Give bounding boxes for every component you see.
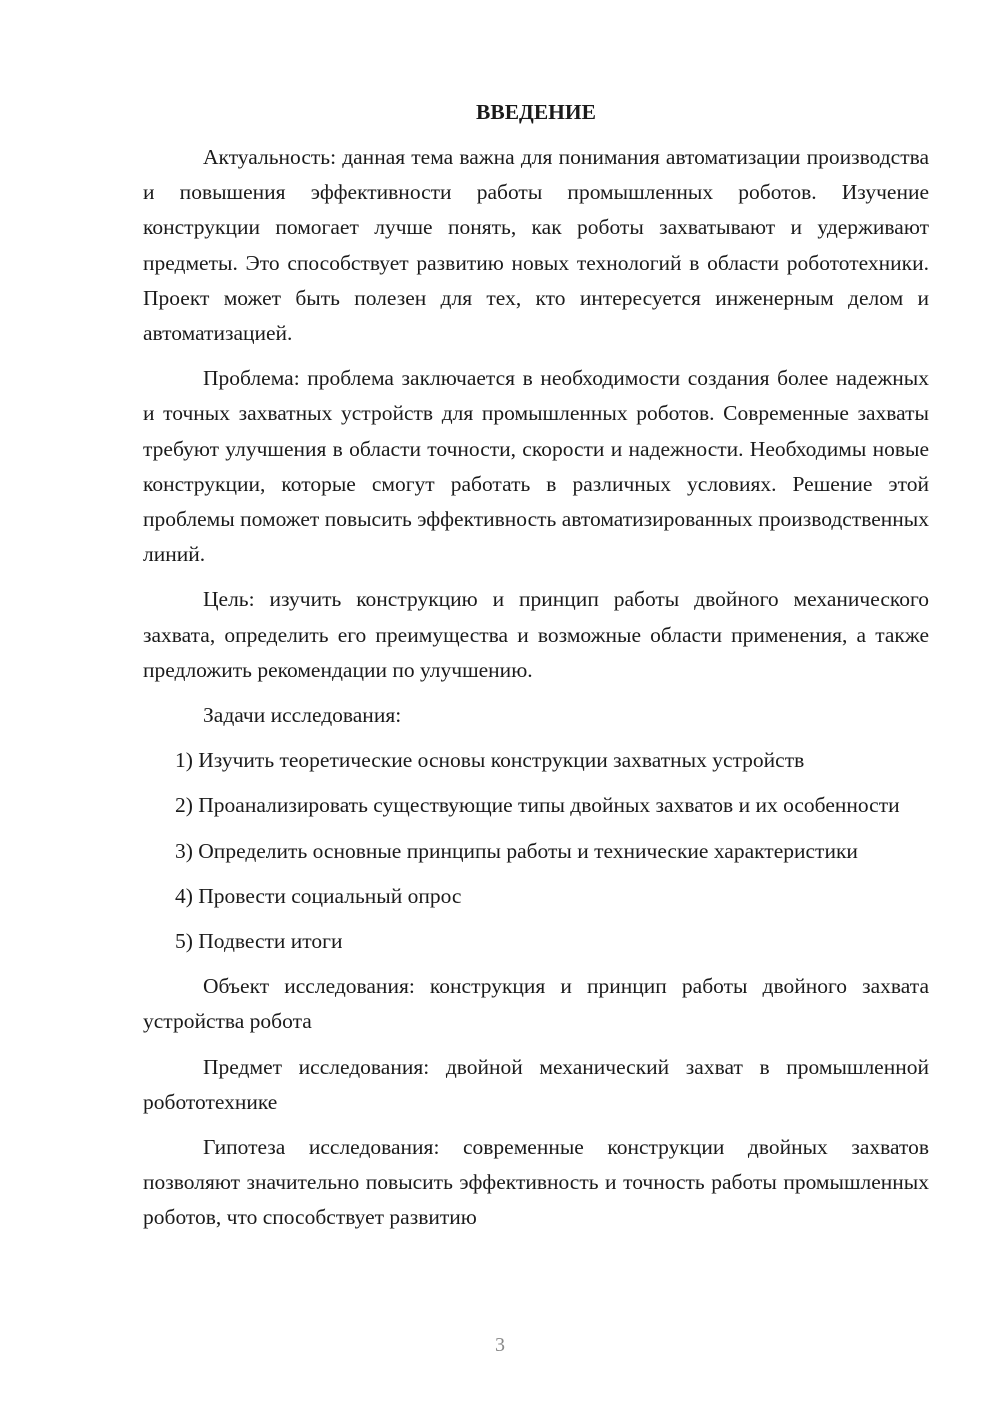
task-item: 3) Определить основные принципы работы и технические характеристики	[175, 838, 858, 863]
page-content	[143, 94, 929, 1236]
task-item: 2) Проанализировать существующие типы двойных захватов и их особенности	[175, 793, 900, 818]
section-title: ВВЕДЕНИЕ	[476, 100, 596, 124]
task-item: 5) Подвести итоги	[175, 929, 343, 954]
task-item: 4) Провести социальный опрос	[175, 883, 462, 908]
paragraph-subject: Предмет исследования: двойной механический захват в промышленной робототехнике	[143, 1054, 929, 1114]
paragraph-hypothesis: Гипотеза исследования: современные конструкции двойных захватов позволяют значительно повысить эффективность и точность работы промышленных роботов, что способствует развитию	[143, 1135, 929, 1230]
paragraph-problem: Проблема: проблема заключается в необходимости создания более надежных и точных захватных устройств для промышленных роботов. Современные захваты требуют улучшения в области точности, скорости и надежности. Необходимы новые конструкции, которые смогут работать в различных условиях. Решение этой проблемы поможет повысить эффективность автоматизированных производственных линий.	[143, 366, 929, 567]
tasks-heading: Задачи исследования:	[203, 703, 402, 728]
paragraph-object: Объект исследования: конструкция и принцип работы двойного захвата устройства робота	[143, 974, 929, 1034]
paragraph-goal: Цель: изучить конструкцию и принцип работы двойного механического захвата, определить его преимущества и возможные области применения, а также предложить рекомендации по улучшению.	[143, 587, 929, 682]
page-number: 3	[495, 1334, 505, 1356]
task-item: 1) Изучить теоретические основы конструкции захватных устройств	[175, 748, 805, 773]
paragraph-relevance: Актуальность: данная тема важна для понимания автоматизации производства и повышения эффективности работы промышленных роботов. Изучение конструкции помогает лучше понять, как роботы захватывают и удерживают предметы. Это способствует развитию новых технологий в области робототехники. Проект может быть полезен для тех, кто интересуется инженерным делом и автоматизацией.	[143, 145, 929, 346]
